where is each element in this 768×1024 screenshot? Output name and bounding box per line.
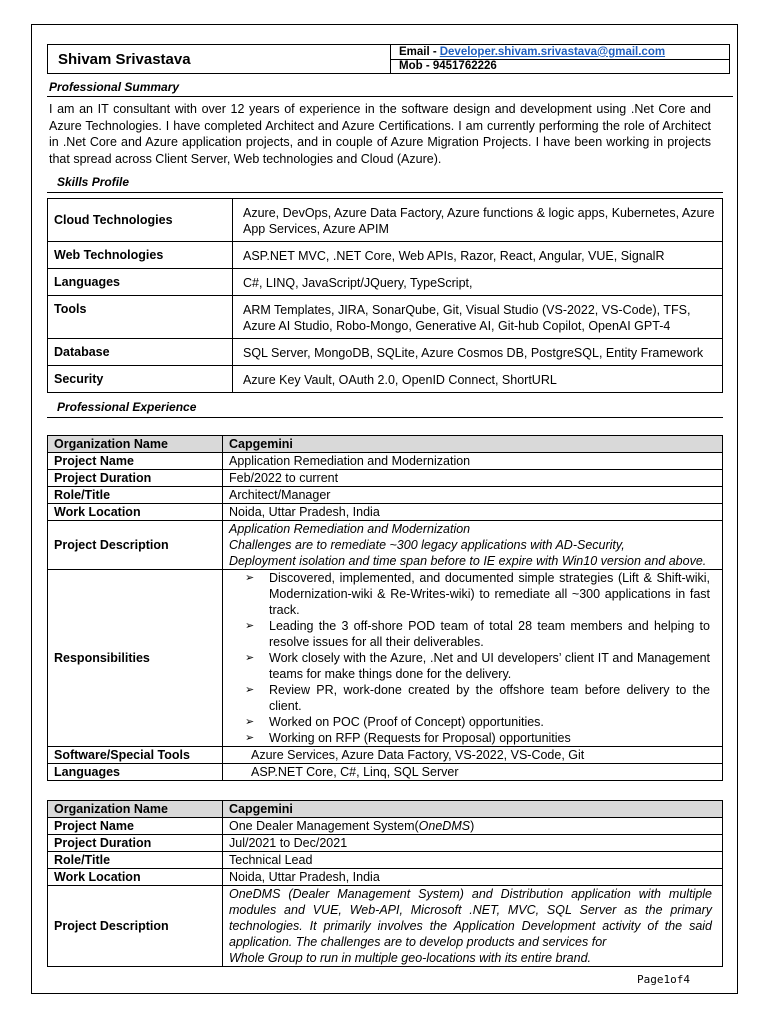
list-item: ➢ Discovered, implemented, and documented simple strategies (Lift & Shift-wiki, Modernization-wiki & Re-Writes-wiki) to remediate all ~300 applications in fast track. [223,570,722,618]
skills-title: Skills Profile [57,175,130,189]
duration-value: Jul/2021 to Dec/2021 [223,835,723,852]
list-item: ➢ Work closely with the Azure, .Net and UI developers’ client IT and Management teams for make things done for the delivery. [223,650,722,682]
skills-row [48,199,723,242]
table-row [48,453,723,470]
org-value: Capgemini [223,801,723,818]
skills-row [48,339,723,366]
description-value [223,521,723,570]
description-label: Project Description [48,886,223,967]
description-line: Application Remediation and Modernization [229,522,471,536]
role-value: Technical Lead [223,852,723,869]
skill-label: Security [48,366,233,393]
skills-rule [47,192,723,193]
org-label: Organization Name [48,801,223,818]
skill-value: ARM Templates, JIRA, SonarQube, Git, Visual Studio (VS-2022, VS-Code), TFS, Azure AI Studio, Robo-Mongo, Generative AI, Git-hub Copilot, OpenAI GPT-4 [233,296,723,339]
table-row [48,521,723,570]
mobile-row: Mob - 9451762226 [391,59,729,74]
skill-label: Web Technologies [48,242,233,269]
summary-text: I am an IT consultant with over 12 years of experience in the software design and development using .Net Core and Azure Technologies. I have completed Architect and Azure Certifications. I am currently performing the role of Architect in .Net Core and Azure application projects, and in couple of Azure Migration Projects. I have been working in projects that spread across Client Server, Web technologies and Cloud (Azure). [49,102,711,166]
skill-label: Cloud Technologies [48,199,233,242]
description-line: Whole Group to run in multiple geo-locations with its entire brand. [229,951,591,965]
languages-value: ASP.NET Core, C#, Linq, SQL Server [223,764,723,781]
table-row [48,886,723,967]
summary-title: Professional Summary [49,80,180,94]
skills-row [48,242,723,269]
location-label: Work Location [48,504,223,521]
tools-label: Software/Special Tools [48,747,223,764]
email-link[interactable]: Developer.shivam.srivastava@gmail.com [439,45,666,58]
location-value: Noida, Uttar Pradesh, India [223,869,723,886]
skill-value: Azure Key Vault, OAuth 2.0, OpenID Connect, ShortURL [233,366,723,393]
skill-label: Tools [48,296,233,339]
tools-value: Azure Services, Azure Data Factory, VS-2022, VS-Code, Git [223,747,723,764]
skills-row [48,366,723,393]
table-row [48,852,723,869]
responsibilities-list [223,570,722,746]
project-name-italic: OneDMS [418,819,471,833]
list-item: ➢ Leading the 3 off-shore POD team of total 28 team members and helping to resolve issues for all their deliverables. [223,618,722,650]
project-name-label: Project Name [48,453,223,470]
description-text: OneDMS (Dealer Management System) and Distribution application with multiple modules and VUE, Web-API, Microsoft .NET, MVC, SQL Server as the primary technologies. It primarily involves the Application Development activity of the said application. The challenges are to develop products and services for [229,887,712,949]
table-row [48,504,723,521]
description-line: Deployment isolation and time span before to IE expire with Win10 version and above. [229,554,707,568]
project-name-text: One Dealer Management System( [229,819,419,833]
skills-row [48,269,723,296]
page-number: Page1of4 [637,973,690,986]
skill-label: Languages [48,269,233,296]
project-table-1 [47,435,723,781]
description-value [223,886,723,967]
table-row [48,835,723,852]
table-row [48,487,723,504]
duration-label: Project Duration [48,835,223,852]
resume-header [47,44,730,74]
summary-rule [47,96,733,97]
project-name-suffix: ) [470,819,475,833]
project-table-2 [47,800,723,967]
candidate-name: Shivam Srivastava [48,45,391,73]
skill-label: Database [48,339,233,366]
table-row [48,470,723,487]
email-label: Email - [399,45,437,58]
experience-rule [47,417,723,418]
list-item: ➢ Working on RFP (Requests for Proposal) opportunities [223,730,722,746]
description-label: Project Description [48,521,223,570]
skill-value: Azure, DevOps, Azure Data Factory, Azure functions & logic apps, Kubernetes, Azure App Services, Azure APIM [233,199,723,242]
skill-value: ASP.NET MVC, .NET Core, Web APIs, Razor, React, Angular, VUE, SignalR [233,242,723,269]
responsibilities-label: Responsibilities [48,570,223,747]
table-row [48,818,723,835]
description-line: Challenges are to remediate ~300 legacy applications with AD-Security, [229,538,625,552]
project-name-label: Project Name [48,818,223,835]
role-label: Role/Title [48,852,223,869]
org-label: Organization Name [48,436,223,453]
table-row [48,436,723,453]
org-value: Capgemini [223,436,723,453]
list-item: ➢ Review PR, work-done created by the offshore team before delivery to the client. [223,682,722,714]
table-row [48,869,723,886]
table-row [48,801,723,818]
role-label: Role/Title [48,487,223,504]
table-row [48,570,723,747]
skills-table [47,198,723,393]
skill-value: C#, LINQ, JavaScript/JQuery, TypeScript, [233,269,723,296]
languages-label: Languages [48,764,223,781]
experience-title: Professional Experience [57,400,197,414]
role-value: Architect/Manager [223,487,723,504]
list-item: ➢ Worked on POC (Proof of Concept) opportunities. [223,714,722,730]
table-row [48,747,723,764]
project-name-value [223,818,723,835]
duration-label: Project Duration [48,470,223,487]
skills-row [48,296,723,339]
email-row [391,45,729,59]
table-row [48,764,723,781]
duration-value: Feb/2022 to current [223,470,723,487]
location-label: Work Location [48,869,223,886]
project-name-value: Application Remediation and Modernization [223,453,723,470]
responsibilities-value [223,570,723,747]
contact-box [391,45,729,73]
skill-value: SQL Server, MongoDB, SQLite, Azure Cosmos DB, PostgreSQL, Entity Framework [233,339,723,366]
location-value: Noida, Uttar Pradesh, India [223,504,723,521]
